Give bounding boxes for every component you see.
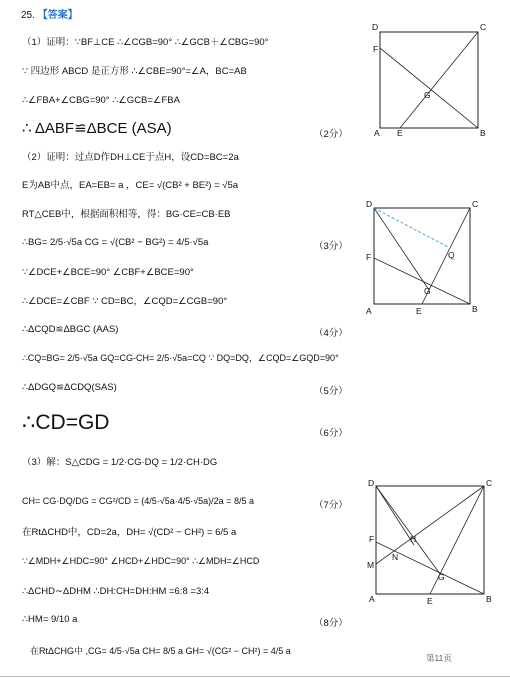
p2-line7: ∴ΔCQD≌ΔBGC (AAS) (22, 324, 119, 335)
fig1-label-D: D (372, 22, 379, 32)
p3-line2: CH= CG·DQ/DG = CG²/CD = (4/5·√5a·4/5·√5a)/2a = 8/5 a (22, 496, 254, 506)
p3-line3: 在RtΔCHD中，CD=2a，DH= √(CD² − CH²) = 6/5 a (22, 527, 237, 538)
p2-line9: ∴ΔDGQ≌ΔCDQ(SAS) (22, 382, 117, 393)
fig3-label-N: N (392, 552, 399, 562)
score-3: （3分） (314, 241, 348, 252)
p2-line3: RT△CEB中，根据面积相等，得：BG·CE=CB·EB (22, 209, 231, 220)
p2-line4: ∴BG= 2/5·√5a CG = √(CB² − BG²) = 4/5·√5a (22, 237, 209, 248)
fig1-label-B: B (480, 128, 486, 138)
figure-2-square (366, 199, 486, 316)
p2-line1: （2）证明：过点D作DH⊥CE于点H，设CD=BC=2a (22, 152, 239, 163)
fig3-label-D: D (368, 478, 375, 488)
figure-1-square (370, 22, 490, 138)
question-number-text: 25. (21, 10, 35, 21)
score-7: （7分） (314, 500, 348, 511)
fig1-label-G: G (424, 90, 431, 100)
bottom-divider (0, 676, 510, 677)
fig3-label-H: H (410, 534, 417, 544)
fig3-label-E: E (427, 596, 433, 606)
question-number (21, 10, 78, 21)
fig1-label-A: A (374, 128, 380, 138)
p3-line1: （3）解：S△CDG = 1/2·CG·DQ = 1/2·CH·DG (22, 457, 218, 468)
fig3-label-G: G (438, 572, 445, 582)
p3-line6: ∴HM= 9/10 a (22, 614, 78, 625)
p1-line1: （1）证明：∵BF⊥CE ∴∠CGB=90° ∴∠GCB＋∠CBG=90° (22, 37, 269, 48)
score-5: （5分） (314, 386, 348, 397)
answer-tag: 【答案】 (37, 10, 78, 21)
score-2: （2分） (314, 129, 348, 140)
p2-line2: E为AB中点，EA=EB= a ，CE= √(CB² + BE²) = √5a (22, 180, 239, 191)
score-8: （8分） (314, 618, 348, 629)
fig3-label-B: B (486, 594, 492, 604)
score-4: （4分） (314, 328, 348, 339)
p2-line5: ∵∠DCE+∠BCE=90° ∠CBF+∠BCE=90° (22, 267, 194, 278)
p1-line2: ∵ 四边形 ABCD 是正方形 ∴∠CBE=90°=∠A，BC=AB (22, 66, 247, 77)
p3-line7: 在RtΔCHG中 ,CG= 4/5·√5a CH= 8/5 a GH= √(CG² − CH²) = 4/5 a (30, 646, 291, 656)
page-number: 第11页 (426, 653, 452, 663)
fig2-label-E: E (416, 306, 422, 316)
p2-line6: ∴∠DCE=∠CBF ∵ CD=BC，∠CQD=∠CGB=90° (22, 296, 228, 307)
p3-line5: ∴ΔCHD∼ΔDHM ∴DH:CH=DH:HM =6:8 =3:4 (22, 586, 210, 597)
fig1-label-C: C (480, 22, 487, 32)
fig2-label-G: G (424, 286, 431, 296)
fig2-label-A: A (366, 306, 372, 316)
fig2-label-F: F (366, 252, 372, 262)
fig3-label-F: F (369, 534, 375, 544)
figure-3-square (366, 478, 496, 606)
fig3-label-M: M (367, 560, 375, 570)
p2-line8: ∴CQ=BG= 2/5·√5a GQ=CG-CH= 2/5·√5a=CQ ∵ DQ=DQ，∠CQD=∠GQD=90° (22, 353, 339, 363)
fig2-label-Q: Q (448, 250, 455, 260)
fig2-label-B: B (472, 304, 478, 314)
fig3-label-C: C (486, 478, 493, 488)
p3-line4: ∵∠MDH+∠HDC=90° ∠HCD+∠HDC=90° ∴∠MDH=∠HCD (22, 556, 260, 566)
fig1-label-F: F (373, 44, 379, 54)
fig2-label-D: D (366, 199, 373, 209)
fig2-label-C: C (472, 199, 479, 209)
p1-line3: ∴∠FBA+∠CBG=90° ∴∠GCB=∠FBA (22, 95, 180, 106)
p2-line10: ∴CD=GD (22, 411, 110, 434)
score-6: （6分） (314, 428, 348, 439)
fig1-label-E: E (397, 128, 403, 138)
fig3-label-A: A (369, 594, 375, 604)
p1-line4: ∴ ΔABF≌ΔBCE (ASA) (22, 120, 172, 137)
